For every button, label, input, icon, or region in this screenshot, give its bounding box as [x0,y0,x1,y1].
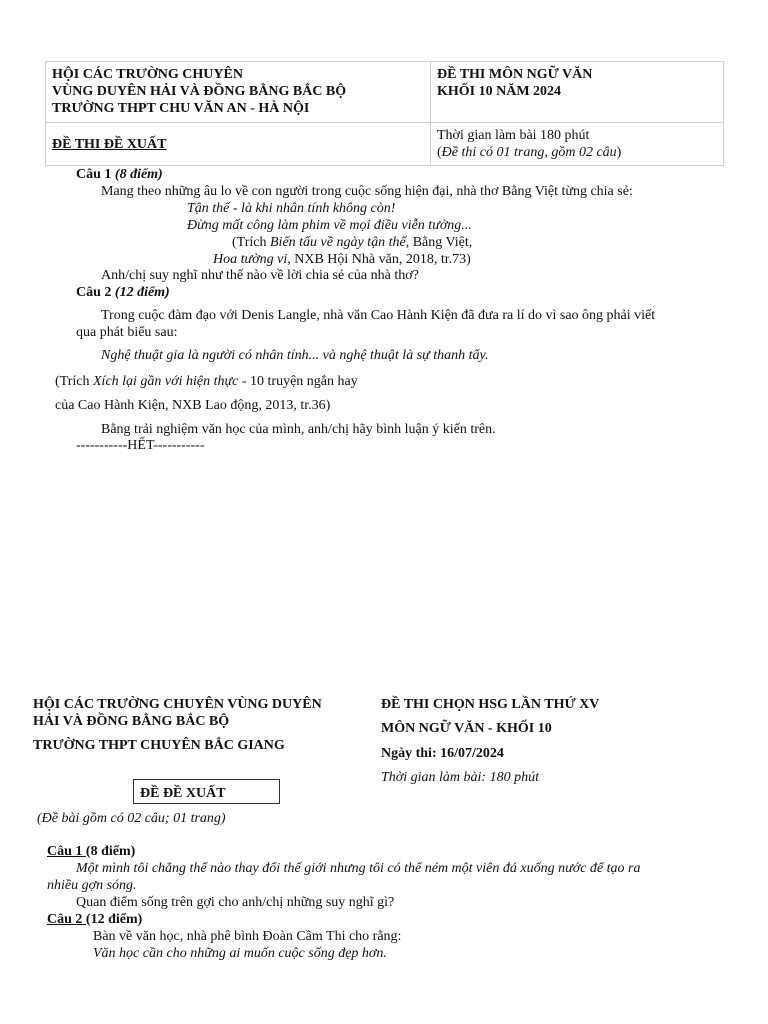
exam2-q1-quote-line1-text: Một mình tôi chẳng thể nào thay đổi thế giới nhưng tôi có thể ném một viên đá xuống nước để tạo ra [76,861,641,876]
exam1-exam-line2: KHỐI 10 NĂM 2024 [437,84,562,99]
exam2-org-line2 [33,713,229,730]
exam1-q1-cite2-title: Hoa tường vi [213,252,288,267]
exam1-exam-title-cell [431,62,724,123]
exam1-exam-line1: ĐỀ THI MÔN NGỮ VĂN [437,67,593,82]
exam2-q2-quote-text: Văn học cần cho những ai muốn cuộc sống đẹp hơn. [93,946,387,961]
exam1-q1-citation-line2 [213,251,471,268]
exam2-q2-label: Câu 2 [47,912,86,927]
exam1-q2-cite1-post: - 10 truyện ngắn hay [238,374,358,389]
exam2-q2-points: (12 điểm) [85,912,143,927]
exam1-q2-citation-line2: của Cao Hành Kiện, NXB Lao động, 2013, tr.36) [55,398,331,413]
exam1-header-table [45,61,724,166]
exam2-q1-heading [47,843,135,860]
exam1-q2-intro-line1: Trong cuộc đàm đạo với Denis Langle, nhà văn Cao Hành Kiện đã đưa ra lí do vì sao ông phải viết [101,308,656,323]
exam2-exam-title [381,696,599,713]
exam1-q1-intro: Mang theo những âu lo về con người trong cuộc sống hiện đại, nhà thơ Bằng Việt từng chia sẻ: [101,184,633,199]
exam2-q2-heading [47,911,142,928]
exam2-proposal-text: ĐỀ ĐỀ XUẤT [140,786,226,801]
exam1-q1-points: (8 điểm) [114,167,163,182]
exam2-q2-quote [93,945,387,962]
exam1-q1-poem-line2 [187,217,472,234]
exam1-q2-label: Câu 2 [76,285,112,300]
exam2-proposal-label [140,785,226,802]
exam2-org-line1 [33,696,322,713]
exam1-org-line3: TRƯỜNG THPT CHU VĂN AN - HÀ NỘI [52,101,310,116]
exam2-time [381,769,539,786]
exam2-school-text: TRƯỜNG THPT CHUYÊN BẮC GIANG [33,738,285,753]
exam1-q1-cite2-post: , NXB Hội Nhà văn, 2018, tr.73) [287,252,471,267]
exam1-q1-question: Anh/chị suy nghĩ như thế nào về lời chia sẻ của nhà thơ? [101,268,419,283]
exam1-q2-cite1-title: Xích lại gần với hiện thực [93,374,239,389]
exam2-q1-quote-line1 [76,860,640,877]
exam1-q1-poem-line1 [187,200,395,217]
exam1-q2-heading [76,284,170,301]
exam1-org-line2: VÙNG DUYÊN HẢI VÀ ĐỒNG BẰNG BẮC BỘ [52,84,347,99]
exam1-proposal-label: ĐỀ THI ĐỀ XUẤT [52,136,167,152]
exam2-note [37,810,226,827]
exam2-q1-points: (8 điểm) [85,844,136,859]
exam1-note-open: ( [437,145,442,160]
exam2-org-line1-text: HỘI CÁC TRƯỜNG CHUYÊN VÙNG DUYÊN [33,697,322,712]
exam1-q1-cite1-post: , Bằng Việt, [405,235,473,250]
exam1-q2-quote [101,347,489,364]
exam1-q1-label: Câu 1 [76,167,112,182]
exam1-q2-quote-text: Nghệ thuật gia là người có nhân tính... và nghệ thuật là sự thanh tẩy. [101,348,489,363]
exam2-note-text: (Đề bài gồm có 02 câu; 01 trang) [37,811,226,826]
exam2-q1-question: Quan điểm sống trên gợi cho anh/chị những suy nghĩ gì? [76,895,395,910]
exam1-q2-citation-line1 [55,373,358,390]
exam1-q1-poem-line2-text: Đừng mất công làm phim về mọi điều viễn tưởng... [187,218,472,233]
exam2-q2-intro: Bàn về văn học, nhà phê bình Đoàn Cầm Thi cho rằng: [93,929,402,944]
exam1-note-text: Đề thi có 01 trang, gồm 02 câu [441,145,617,160]
exam1-org-line1: HỘI CÁC TRƯỜNG CHUYÊN [52,67,243,82]
exam1-q1-cite1-title: Biến tấu về ngày tận thế [270,235,406,250]
exam2-exam-title-text: ĐỀ THI CHỌN HSG LẦN THỨ XV [381,697,600,712]
exam1-q1-cite1-pre: (Trích [232,235,270,250]
exam2-q1-quote-line2 [47,877,137,894]
exam2-org-line2-text: HẢI VÀ ĐỒNG BẰNG BẮC BỘ [33,714,230,729]
exam1-q2-cite1-pre: (Trích [55,374,93,389]
exam2-q1-quote-line2-text: nhiều gợn sóng. [47,878,137,893]
exam1-q2-points: (12 điểm) [114,285,170,300]
exam2-subject-text: MÔN NGỮ VĂN - KHỐI 10 [381,721,552,736]
exam2-q1-label: Câu 1 [47,844,86,859]
exam1-q2-task: Bằng trải nghiệm văn học của mình, anh/chị hãy bình luận ý kiến trên. [101,422,496,437]
exam1-end-marker: -----------HẾT----------- [76,438,205,453]
exam1-note-close: ) [616,145,622,160]
exam1-time-cell [431,123,724,166]
exam2-time-text: Thời gian làm bài: 180 phút [381,770,539,785]
exam1-q2-intro-line2: qua phát biểu sau: [76,325,178,340]
exam1-q1-poem-line1-text: Tận thế - là khi nhân tính không còn! [187,201,396,216]
exam2-school [33,737,285,754]
exam1-time-text: Thời gian làm bài 180 phút [437,128,590,143]
exam2-date-text: Ngày thi: 16/07/2024 [381,746,504,761]
exam1-organization-cell [46,62,431,123]
exam2-date [381,745,504,762]
exam1-q1-citation-line1 [232,234,472,251]
exam1-q1-heading [76,166,163,183]
exam2-subject [381,720,552,737]
exam1-proposal-cell [46,123,431,166]
